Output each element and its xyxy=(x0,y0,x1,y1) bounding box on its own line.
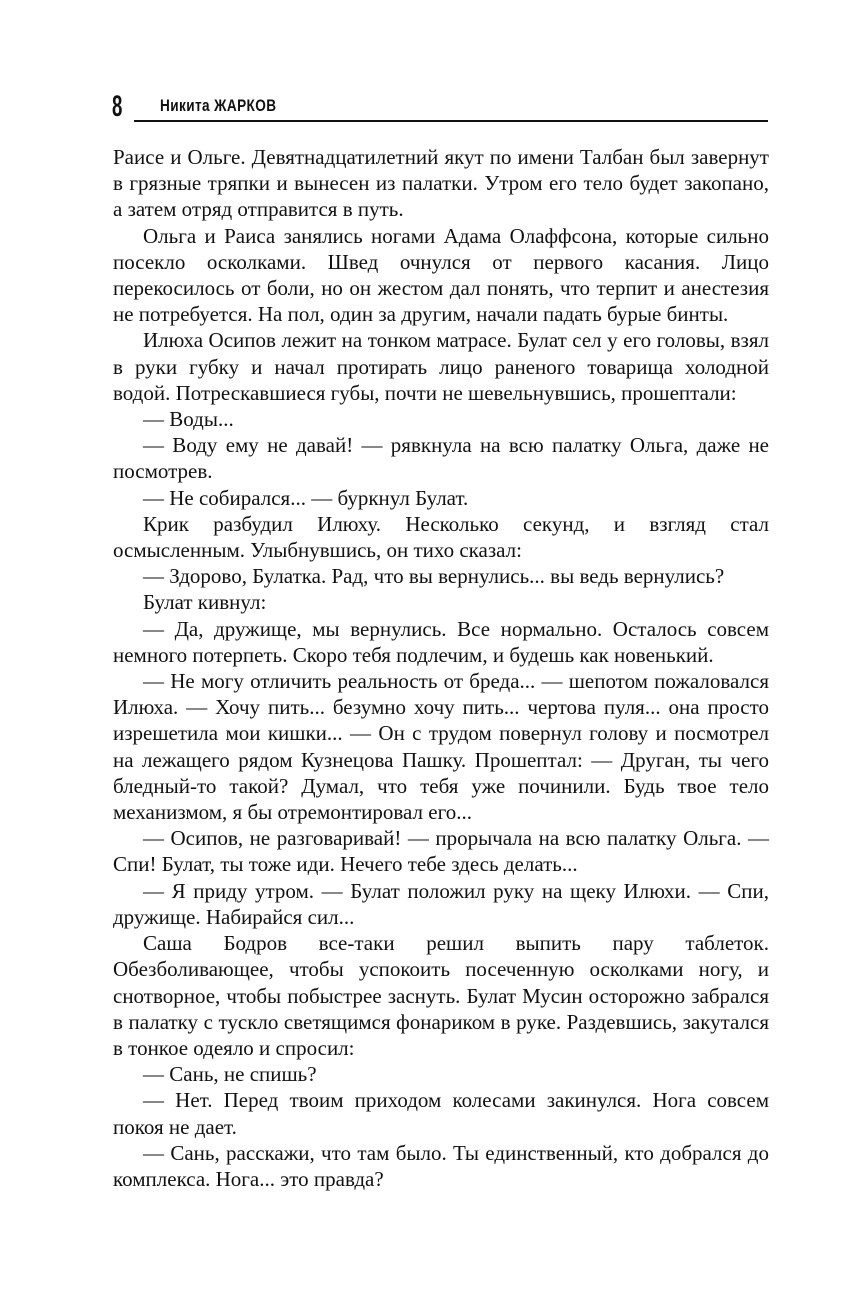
page-header xyxy=(112,90,768,124)
dialogue-line: — Воду ему не давай! — рявкнула на всю палатку Ольга, даже не посмотрев. xyxy=(113,433,769,484)
dialogue-line: — Сань, не спишь? xyxy=(143,1062,317,1087)
page-number: 8 xyxy=(112,90,123,123)
paragraph: Илюха Осипов лежит на тонком матрасе. Булат сел у его головы, взял в руки губку и начал протирать лицо раненого товарища холодной водой. Потрескавшиеся губы, почти не шевельнувшись, прошептали: xyxy=(113,328,769,405)
dialogue-line: — Не могу отличить реальность от бреда... — шепотом пожаловался Илюха. — Хочу пить... безумно хочу пить... чертова пуля... она просто изрешетила мои кишки... — Он с трудом повернул голову и посмотрел на лежащего рядом Кузнецова Пашку. Прошептал: — Друган, ты чего бледный-то такой? Думал, что тебя уже починили. Будь твое тело механизмом, я бы отремонтировал его... xyxy=(113,669,769,825)
dialogue-line: — Сань, расскажи, что там было. Ты единственный, кто добрался до комплекса. Нога... это правда? xyxy=(113,1140,769,1191)
dialogue-line: — Я приду утром. — Булат положил руку на щеку Илюхи. — Спи, дружище. Набирайся сил... xyxy=(113,878,769,929)
paragraph: Крик разбудил Илюху. Несколько секунд, и взгляд стал осмысленным. Улыбнувшись, он тихо сказал: xyxy=(113,511,769,563)
dialogue-line: — Осипов, не разговаривай! — прорычала на всю палатку Ольга. — Спи! Булат, ты тоже иди. Нечего тебе здесь делать... xyxy=(113,826,769,877)
paragraph: Саша Бодров все-таки решил выпить пару таблеток. Обезболивающее, чтобы успокоить посеченную осколками ногу, и снотворное, чтобы побыстрее заснуть. Булат Мусин осторожно забрался в палатку с тускло светящимся фонариком в руке. Раздевшись, закутался в тонкое одеяло и спросил: xyxy=(113,931,769,1060)
paragraph: Раисе и Ольге. Девятнадцатилетний якут по имени Талбан был завернут в грязные тряпки и вынесен из палатки. Утром его тело будет закопано, а затем отряд отправится в путь. xyxy=(113,145,769,222)
running-head: Никита ЖАРКОВ xyxy=(160,96,277,115)
body-text xyxy=(113,144,769,1192)
dialogue-line: — Здорово, Булатка. Рад, что вы вернулись... вы ведь вернулись? xyxy=(143,564,725,589)
dialogue-line: — Нет. Перед твоим приходом колесами закинулся. Нога совсем покоя не дает. xyxy=(113,1088,769,1139)
dialogue-line: — Воды... xyxy=(143,407,234,432)
paragraph: Булат кивнул: xyxy=(143,590,267,615)
dialogue-line: — Не собирался... — буркнул Булат. xyxy=(143,485,469,510)
header-rule xyxy=(134,120,768,122)
dialogue-line: — Да, дружище, мы вернулись. Все нормально. Осталось совсем немного потерпеть. Скоро тебя подлечим, и будешь как новенький. xyxy=(113,616,769,667)
paragraph: Ольга и Раиса занялись ногами Адама Олаффсона, которые сильно посекло осколками. Швед очнулся от первого касания. Лицо перекосилось от боли, но он жестом дал понять, что терпит и анестезия не потребуется. На пол, один за другим, начали падать бурые бинты. xyxy=(113,223,769,327)
